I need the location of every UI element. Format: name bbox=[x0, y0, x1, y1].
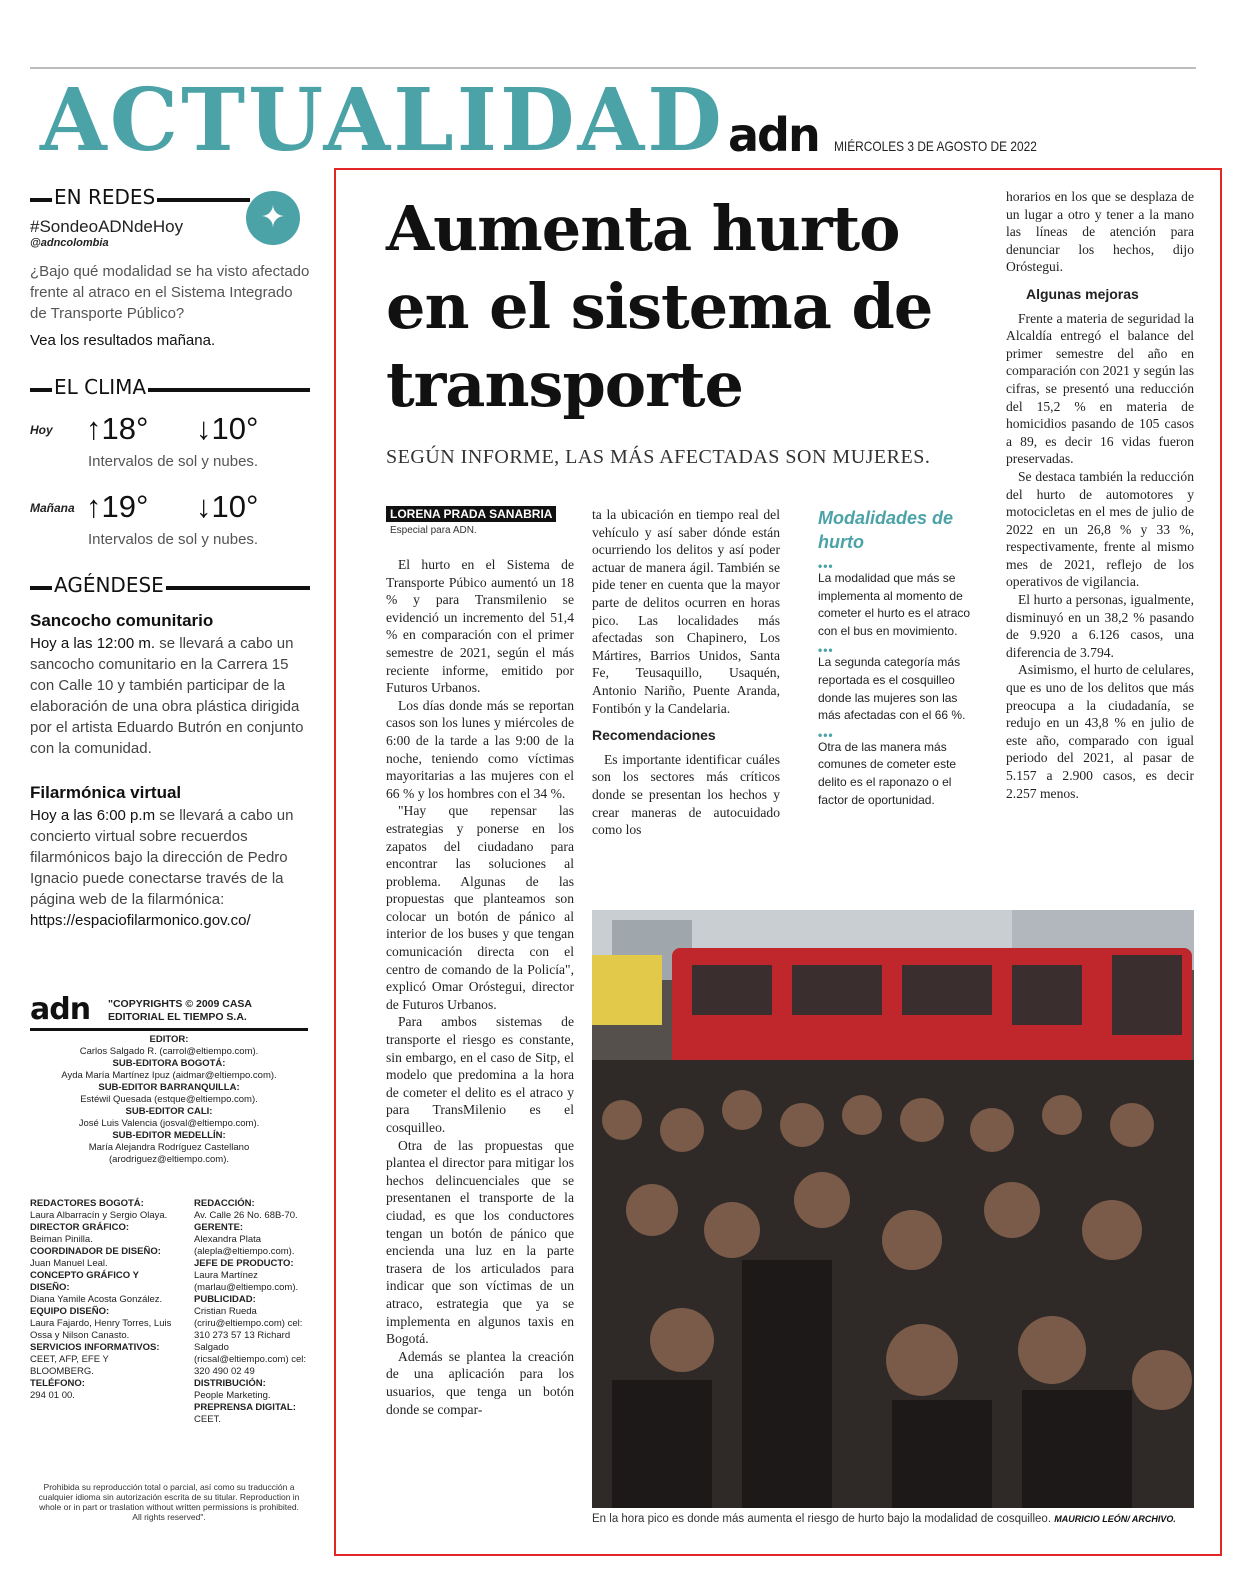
adn-logo bbox=[728, 108, 819, 162]
poll-cta: Vea los resultados mañana. bbox=[30, 332, 216, 349]
staff-rule bbox=[30, 1028, 308, 1031]
staff-name: CEET, AFP, EFE Y BLOOMBERG. bbox=[30, 1354, 109, 1377]
staff-name: Estéwil Quesada (estque@eltiempo.com). bbox=[80, 1094, 258, 1105]
sidebar bbox=[30, 185, 310, 931]
photo-illustration bbox=[592, 910, 1194, 1508]
article-paragraph: Asimismo, el hurto de celulares, que es uno de los delitos que más preocupa a la ciudadanía, se redujo en un 43,8 % en julio de este año, comparado con igual periodo del 2021, al pasar de 5.157 a 2.900 casos, es decir 2.257 menos. bbox=[1006, 662, 1194, 801]
bullet-dots: ••• bbox=[818, 559, 834, 573]
staff-left bbox=[30, 1198, 175, 1402]
staff-role: DIRECTOR GRÁFICO: bbox=[30, 1222, 130, 1233]
article-col-2 bbox=[592, 506, 780, 839]
twitter-handle: @adncolombia bbox=[30, 237, 109, 249]
staff-role: REDACTORES BOGOTÁ: bbox=[30, 1198, 144, 1209]
staff-name: CEET. bbox=[194, 1414, 221, 1425]
col2-text: Es importante identificar cuáles son los sectores más críticos donde se presentan los hechos y crear maneras de autocuidado como los bbox=[592, 751, 780, 838]
weather-desc: Intervalos de sol y nubes. bbox=[88, 453, 259, 470]
article-paragraph: Los días donde más se reportan casos son los lunes y miércoles de 6:00 de la tarde a las 9:00 de la noche, teniendo como víctimas mayoritarias a las mujeres con el 66 % y los hombres con el 34 %. bbox=[386, 697, 574, 801]
col2-text: ta la ubicación en tiempo real del vehículo y así saber dónde están ocurriendo los delitos y así poder actuar de manera ágil. También se pide tener en cuenta que la mayor parte de delitos ocurren en horas pico. Las localidades más afectadas son Chapinero, Los Mártires, Barrios Unidos, Santa Fe, Teusaquillo, Usaquén, Antonio Nariño, Puente Aranda, Fontibón y la Candelaria. bbox=[592, 507, 780, 716]
staff-role: JEFE DE PRODUCTO: bbox=[194, 1258, 294, 1269]
article-col-1 bbox=[386, 556, 574, 1418]
redes-title: EN REDES bbox=[54, 185, 156, 209]
staff-name: Laura Albarracín y Sergio Olaya. bbox=[30, 1210, 168, 1221]
twitter-icon: ✦ bbox=[246, 191, 300, 245]
modalidad-item: La segunda categoría más reportada es el cosquilleo donde las mujeres son las más afectadas con el 66 %. bbox=[818, 655, 966, 723]
hashtag: #SondeoADNdeHoy bbox=[30, 217, 184, 236]
staff-role: REDACCIÓN: bbox=[194, 1198, 255, 1209]
staff-name: Diana Yamile Acosta González. bbox=[30, 1294, 163, 1305]
staff-role: COORDINADOR DE DISEÑO: bbox=[30, 1246, 161, 1257]
weather-day: Mañana bbox=[30, 501, 75, 515]
bullet-dots: ••• bbox=[818, 643, 834, 658]
bus-crowd-photo bbox=[592, 910, 1194, 1508]
caption-text: En la hora pico es donde más aumenta el riesgo de hurto bajo la modalidad de cosquilleo. bbox=[592, 1513, 1052, 1525]
modalidad-item: Otra de las manera más comunes de cometer este delito es el raponazo o el factor de oportunidad. bbox=[818, 739, 957, 807]
clima-title: EL CLIMA bbox=[54, 375, 147, 399]
staff-right bbox=[194, 1198, 312, 1426]
event-body bbox=[30, 633, 310, 759]
weather-low: ↓10° bbox=[196, 411, 259, 446]
weather-low: ↓10° bbox=[196, 489, 259, 524]
staff-name: Juan Manuel Leal. bbox=[30, 1258, 108, 1269]
copyright bbox=[108, 998, 252, 1024]
staff-role: SERVICIOS INFORMATIVOS: bbox=[30, 1342, 160, 1353]
article-paragraph: Se destaca también la reducción del hurto de automotores y motocicletas en el mes de julio de 2022 en un 26,8 % y 33 %, respectivamente, frente al mismo mes de 2021, reflejo de los operativos de vigilancia. bbox=[1006, 468, 1194, 590]
article-col-4 bbox=[1006, 188, 1194, 802]
legal-notice: Prohibida su reproducción total o parcial, así como su traducción a cualquier idioma sin autorización escrita de su titular. Reproduction in whole or in part or traslation without written permissions is prohibited. All rights reserved". bbox=[38, 1482, 300, 1522]
staff-role: GERENTE: bbox=[194, 1222, 244, 1233]
staff-name: María Alejandra Rodríguez Castellano (arodriguez@eltiempo.com). bbox=[88, 1142, 250, 1165]
event-body bbox=[30, 805, 310, 931]
weather-tomorrow bbox=[30, 485, 310, 563]
staff-role: EDITOR: bbox=[149, 1034, 189, 1045]
event-text: se llevará a cabo un concierto virtual sobre recuerdos filarmónicos bajo la dirección de Pedro Ignacio puede conectarse través de la página web de la filarmónica: bbox=[30, 807, 294, 908]
article-paragraph: Para ambos sistemas de transporte el riesgo es constante, sin embargo, en el caso de Sitp, el modelo que predomina a la hora de cometer el delito es el atraco y para TransMilenio es el cosquilleo. bbox=[386, 1014, 574, 1135]
staff-name: Alexandra Plata (alepla@eltiempo.com). bbox=[194, 1234, 295, 1257]
poll-question: ¿Bajo qué modalidad se ha visto afectado frente al atraco en el Sistema Integrado de Transporte Público? bbox=[30, 263, 310, 322]
staff-name: Beiman Pinilla. bbox=[30, 1234, 93, 1245]
staff-role: EQUIPO DISEÑO: bbox=[30, 1306, 110, 1317]
modalidad-item: La modalidad que más se implementa al momento de cometer el hurto es el atraco con el bus en movimiento. bbox=[818, 571, 971, 638]
staff-role: SUB-EDITOR MEDELLÍN: bbox=[112, 1130, 226, 1141]
section-title: ACTUALIDAD bbox=[40, 70, 725, 171]
copyright-line: "COPYRIGHTS © 2009 CASA bbox=[108, 998, 253, 1010]
adn-small-logo: adn bbox=[30, 992, 91, 1027]
staff-role: SUB-EDITOR CALI: bbox=[125, 1106, 213, 1117]
clima-header bbox=[30, 375, 310, 401]
staff-name: Laura Martínez (marlau@eltiempo.com). bbox=[194, 1270, 299, 1293]
weather-today bbox=[30, 407, 310, 485]
weather-desc: Intervalos de sol y nubes. bbox=[88, 531, 259, 548]
agenda-title: AGÉNDESE bbox=[54, 573, 164, 597]
staff-name: Ayda María Martínez Ipuz (aidmar@eltiempo.com). bbox=[61, 1070, 277, 1081]
article-paragraph: "Hay que repensar las estrategias y ponerse en los zapatos del ciudadano para encontrar las soluciones al problema. Algunas de las propuestas que planteamos son colocar un botón de pánico al interior de los buses y que tengan comunicación directa con el centro de comando de la Policía", explicó Omar Oróstegui, director de Futuros Urbanos. bbox=[386, 803, 574, 1012]
mejoras-heading: Algunas mejoras bbox=[1026, 285, 1139, 302]
top-rule bbox=[30, 67, 1196, 69]
staff-role: SUB-EDITOR BARRANQUILLA: bbox=[98, 1082, 240, 1093]
staff-role: PUBLICIDAD: bbox=[194, 1294, 256, 1305]
article-paragraph: Frente a materia de seguridad la Alcaldía entregó el balance del primer semestre del año en comparación con 2021 y según las cifras, se presentó una reducción del 15,2 % en materia de homicidios pasando de 105 casos a 89, es decir 16 vidas fueron preservadas. bbox=[1006, 310, 1194, 467]
weather-high: ↑18° bbox=[86, 411, 149, 446]
subhead: SEGÚN INFORME, LAS MÁS AFECTADAS SON MUJERES. bbox=[386, 446, 931, 468]
modalidades-box bbox=[818, 506, 976, 815]
weather-high: ↑19° bbox=[86, 489, 149, 524]
staff-center bbox=[30, 1034, 308, 1166]
col4-text: horarios en los que se desplaza de un lugar a otro y tener a la mano las líneas de atención para denunciar los hechos, dijo Oróstegui. bbox=[1006, 189, 1194, 275]
staff-name: Laura Fajardo, Henry Torres, Luis Ossa y Nilson Canasto. bbox=[30, 1318, 172, 1341]
article-paragraph: Otra de las propuestas que plantea el director para mitigar los hechos delincuenciales que se presentanen el transporte de la ciudad, es que los conductores tengan un botón de pánico que encienda una luz en la parte trasera de los articulados para indicar que son víctimas de un atraco, estrategia que ya se implementa en algunos taxis en Bogotá. bbox=[386, 1137, 574, 1347]
bullet-dots: ••• bbox=[818, 727, 834, 742]
staff-name: Cristian Rueda (criru@eltiempo.com) cel: 310 273 57 13 Richard Salgado (ricsal@eltiempo.com) cel: 320 490 02 49 bbox=[194, 1306, 307, 1377]
recomendaciones-heading: Recomendaciones bbox=[592, 727, 716, 744]
photo-credit: MAURICIO LEÓN/ ARCHIVO. bbox=[1054, 1514, 1176, 1524]
article-paragraph: Además se plantea la creación de una aplicación para los usuarios, que tenga un botón donde se compar- bbox=[386, 1348, 574, 1417]
author: LORENA PRADA SANABRIA bbox=[386, 506, 556, 522]
staff-role: CONCEPTO GRÁFICO Y DISEÑO: bbox=[30, 1270, 139, 1293]
event-title: Sancocho comunitario bbox=[30, 611, 214, 630]
modalidades-title: Modalidades de hurto bbox=[818, 508, 954, 552]
staff-role: TELÉFONO: bbox=[30, 1378, 85, 1389]
event-link[interactable]: https://espaciofilarmonico.gov.co/ bbox=[30, 912, 251, 929]
staff-role: DISTRIBUCIÓN: bbox=[194, 1378, 266, 1389]
staff-role: SUB-EDITORA BOGOTÁ: bbox=[112, 1058, 226, 1069]
headline: Aumenta hurto en el sistema de transporte bbox=[386, 192, 933, 421]
copyright-line: EDITORIAL EL TIEMPO S.A. bbox=[108, 1011, 247, 1023]
staff-name: Av. Calle 26 No. 68B-70. bbox=[194, 1210, 298, 1221]
staff-name: People Marketing. bbox=[194, 1390, 271, 1401]
staff-name: 294 01 00. bbox=[30, 1390, 75, 1401]
staff-name: José Luis Valencia (josval@eltiempo.com). bbox=[78, 1118, 260, 1129]
photo-caption bbox=[592, 1513, 1196, 1525]
article-paragraph: El hurto a personas, igualmente, disminuyó en un 38,2 % pasando de 9.920 a 6.126 casos, una diferencia de 3.794. bbox=[1006, 592, 1194, 660]
event-time: Hoy a las 6:00 p.m bbox=[30, 807, 156, 824]
staff-name: Carlos Salgado R. (carrol@eltiempo.com). bbox=[79, 1046, 259, 1057]
agenda-header bbox=[30, 573, 310, 599]
weather-day: Hoy bbox=[30, 423, 53, 437]
event-title: Filarmónica virtual bbox=[30, 783, 182, 802]
article-paragraph: El hurto en el Sistema de Transporte Púbico aumentó un 18 % y para Transmilenio se evidenció un incremento del 51,4 % en comparación con el primer semestre de 2021, según el más reciente informe, emitido por Futuros Urbanos. bbox=[386, 557, 574, 696]
adn-logo-text: adn bbox=[728, 108, 819, 162]
issue-date: MIÉRCOLES 3 DE AGOSTO DE 2022 bbox=[834, 138, 1037, 154]
event-time: Hoy a las 12:00 m. bbox=[30, 635, 156, 652]
event-text: se llevará a cabo un sancocho comunitario en la Carrera 15 con Calle 10 y también participar de la elaboración de una obra plástica dirigida por el artista Eduardo Butrón en conjunto con la comunidad. bbox=[30, 635, 304, 757]
author-note: Especial para ADN. bbox=[390, 525, 477, 536]
staff-role: PREPRENSA DIGITAL: bbox=[194, 1402, 296, 1413]
